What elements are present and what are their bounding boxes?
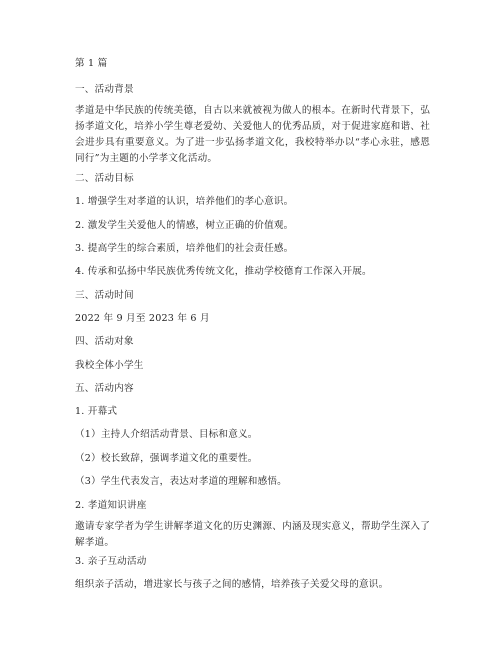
lecture-paragraph: 邀请专家学者为学生讲解孝道文化的历史渊源、内涵及现实意义，帮助学生深入了解孝道。 [75, 521, 430, 548]
section-heading-goals: 二、活动目标 [75, 173, 134, 184]
section-heading-audience: 四、活动对象 [75, 336, 134, 347]
content-item-title: 3. 亲子互动活动 [75, 556, 147, 567]
section-heading-background: 一、活动背景 [75, 84, 134, 95]
activity-time: 2022 年 9 月至 2023 年 6 月 [75, 313, 210, 324]
goal-item: 1. 增强学生对孝道的认识，培养他们的孝心意识。 [75, 196, 294, 207]
opening-item: （3）学生代表发言，表达对孝道的理解和感悟。 [75, 476, 287, 487]
section-heading-time: 三、活动时间 [75, 290, 134, 301]
opening-item: （1）主持人介绍活动背景、目标和意义。 [75, 429, 258, 440]
content-item-title: 1. 开幕式 [75, 406, 118, 417]
opening-item: （2）校长致辞，强调孝道文化的重要性。 [75, 453, 258, 464]
goal-item: 4. 传承和弘扬中华民族优秀传统文化，推动学校德育工作深入开展。 [75, 266, 372, 277]
goal-item: 2. 激发学生关爱他人的情感，树立正确的价值观。 [75, 220, 294, 231]
activity-audience: 我校全体小学生 [75, 360, 144, 371]
goal-item: 3. 提高学生的综合素质，培养他们的社会责任感。 [75, 243, 294, 254]
parent-child-paragraph: 组织亲子活动，增进家长与孩子之间的感情，培养孩子关爱父母的意识。 [75, 579, 389, 590]
section-heading-content: 五、活动内容 [75, 383, 134, 394]
content-item-title: 2. 孝道知识讲座 [75, 500, 147, 511]
background-paragraph: 孝道是中华民族的传统美德，自古以来就被视为做人的根本。在新时代背景下，弘扬孝道文化，培养小学生尊老爱幼、关爱他人的优秀品质，对于促进家庭和谐、社会进步具有重要意义。为了进一步弘扬孝道文化，我校特举办以“孝心永驻，感恩同行”为主题的小学孝文化活动。 [75, 105, 430, 164]
chapter-title: 第 1 篇 [75, 58, 108, 69]
